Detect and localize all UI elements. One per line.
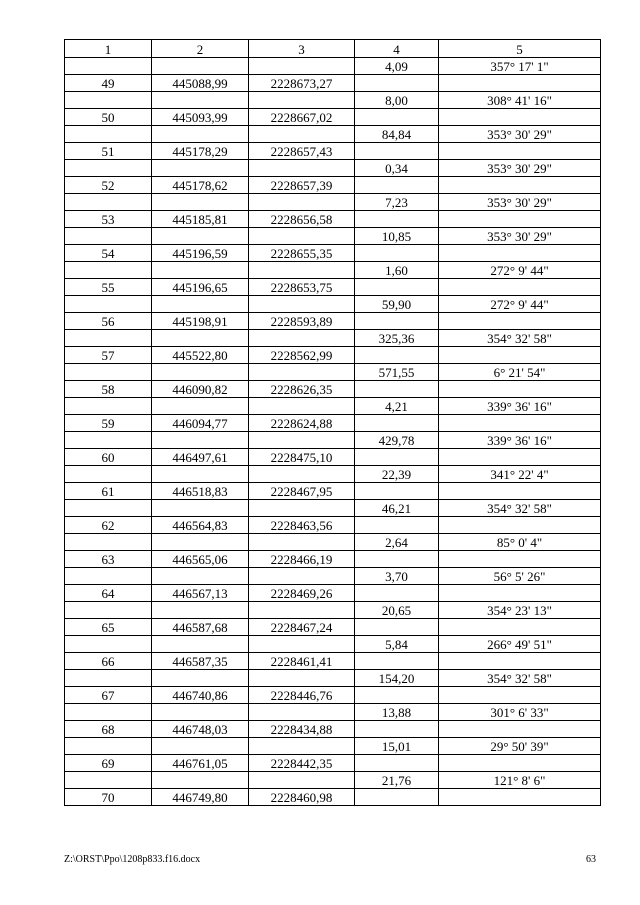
cell-distance: 0,34 (355, 160, 439, 177)
cell-bearing (439, 449, 601, 466)
cell-point (65, 262, 152, 279)
table-row (65, 296, 601, 313)
cell-bearing (439, 619, 601, 636)
cell-point (65, 330, 152, 347)
cell-distance (355, 211, 439, 228)
cell-y: 2228626,35 (249, 381, 355, 398)
table-row (65, 75, 601, 92)
table-row (65, 313, 601, 330)
cell-y (249, 568, 355, 585)
cell-x (152, 432, 249, 449)
cell-x: 445088,99 (152, 75, 249, 92)
cell-x: 445198,91 (152, 313, 249, 330)
cell-y (249, 330, 355, 347)
cell-bearing (439, 313, 601, 330)
cell-bearing (439, 381, 601, 398)
table-row (65, 432, 601, 449)
cell-y: 2228460,98 (249, 789, 355, 806)
table-row (65, 466, 601, 483)
cell-distance (355, 687, 439, 704)
cell-y (249, 160, 355, 177)
cell-bearing (439, 143, 601, 160)
table-row (65, 500, 601, 517)
table-row (65, 398, 601, 415)
cell-distance (355, 381, 439, 398)
cell-point: 50 (65, 109, 152, 126)
cell-x (152, 738, 249, 755)
cell-distance (355, 653, 439, 670)
cell-distance: 571,55 (355, 364, 439, 381)
cell-x (152, 330, 249, 347)
cell-distance (355, 585, 439, 602)
cell-point (65, 160, 152, 177)
coordinates-table (64, 39, 601, 806)
cell-point: 70 (65, 789, 152, 806)
table-row (65, 721, 601, 738)
table-row (65, 143, 601, 160)
cell-distance (355, 313, 439, 330)
cell-point (65, 432, 152, 449)
cell-y (249, 228, 355, 245)
cell-y: 2228653,75 (249, 279, 355, 296)
table-body (65, 58, 601, 806)
cell-bearing (439, 721, 601, 738)
cell-bearing (439, 653, 601, 670)
cell-point (65, 568, 152, 585)
header-row (65, 40, 601, 58)
cell-distance (355, 721, 439, 738)
cell-point (65, 364, 152, 381)
cell-x (152, 58, 249, 75)
cell-distance: 21,76 (355, 772, 439, 789)
table-row (65, 262, 601, 279)
cell-point: 58 (65, 381, 152, 398)
cell-bearing: 354° 32' 58" (439, 500, 601, 517)
table-row (65, 517, 601, 534)
cell-y (249, 534, 355, 551)
cell-distance: 20,65 (355, 602, 439, 619)
cell-distance (355, 789, 439, 806)
cell-y: 2228657,43 (249, 143, 355, 160)
table-row (65, 126, 601, 143)
table-row (65, 109, 601, 126)
cell-point (65, 58, 152, 75)
table-row (65, 687, 601, 704)
table-row (65, 653, 601, 670)
cell-point (65, 398, 152, 415)
cell-x: 446761,05 (152, 755, 249, 772)
cell-x: 445178,29 (152, 143, 249, 160)
cell-point: 64 (65, 585, 152, 602)
table-row (65, 415, 601, 432)
cell-point: 55 (65, 279, 152, 296)
cell-point: 62 (65, 517, 152, 534)
cell-bearing: 357° 17' 1" (439, 58, 601, 75)
cell-y (249, 398, 355, 415)
cell-distance: 4,09 (355, 58, 439, 75)
table-row (65, 228, 601, 245)
cell-y: 2228624,88 (249, 415, 355, 432)
cell-x: 446564,83 (152, 517, 249, 534)
cell-y (249, 670, 355, 687)
cell-distance (355, 279, 439, 296)
cell-y: 2228593,89 (249, 313, 355, 330)
cell-y (249, 92, 355, 109)
cell-x: 446567,13 (152, 585, 249, 602)
cell-bearing (439, 347, 601, 364)
cell-point (65, 500, 152, 517)
cell-point (65, 772, 152, 789)
cell-bearing: 266° 49' 51" (439, 636, 601, 653)
cell-distance (355, 177, 439, 194)
table-row (65, 177, 601, 194)
table-row (65, 211, 601, 228)
cell-x (152, 670, 249, 687)
cell-point: 54 (65, 245, 152, 262)
cell-bearing: 353° 30' 29" (439, 194, 601, 211)
cell-distance (355, 449, 439, 466)
cell-x: 446518,83 (152, 483, 249, 500)
cell-distance: 4,21 (355, 398, 439, 415)
cell-distance: 5,84 (355, 636, 439, 653)
cell-distance: 15,01 (355, 738, 439, 755)
cell-y: 2228475,10 (249, 449, 355, 466)
cell-y (249, 466, 355, 483)
cell-point: 59 (65, 415, 152, 432)
cell-y (249, 194, 355, 211)
cell-point (65, 738, 152, 755)
table-row (65, 789, 601, 806)
cell-bearing: 353° 30' 29" (439, 126, 601, 143)
cell-x: 445178,62 (152, 177, 249, 194)
cell-bearing: 354° 23' 13" (439, 602, 601, 619)
cell-x: 445196,59 (152, 245, 249, 262)
cell-distance: 8,00 (355, 92, 439, 109)
cell-distance: 3,70 (355, 568, 439, 585)
cell-bearing (439, 789, 601, 806)
cell-x: 445522,80 (152, 347, 249, 364)
cell-y: 2228434,88 (249, 721, 355, 738)
cell-distance (355, 109, 439, 126)
table-row (65, 92, 601, 109)
table-row (65, 636, 601, 653)
cell-y: 2228656,58 (249, 211, 355, 228)
cell-y (249, 772, 355, 789)
cell-bearing: 85° 0' 4" (439, 534, 601, 551)
cell-bearing: 353° 30' 29" (439, 160, 601, 177)
cell-bearing: 272° 9' 44" (439, 296, 601, 313)
cell-point (65, 534, 152, 551)
table-row (65, 58, 601, 75)
cell-bearing (439, 755, 601, 772)
cell-point: 52 (65, 177, 152, 194)
cell-y: 2228657,39 (249, 177, 355, 194)
cell-x: 446587,68 (152, 619, 249, 636)
table-row (65, 364, 601, 381)
cell-y (249, 126, 355, 143)
table-row (65, 551, 601, 568)
cell-x: 446749,80 (152, 789, 249, 806)
footer-file-path: Z:\ORST\Ppo\1208p833.f16.docx (64, 854, 201, 865)
cell-x: 445196,65 (152, 279, 249, 296)
cell-distance (355, 619, 439, 636)
cell-distance: 154,20 (355, 670, 439, 687)
cell-x (152, 602, 249, 619)
cell-point: 61 (65, 483, 152, 500)
table-row (65, 568, 601, 585)
cell-point: 49 (65, 75, 152, 92)
cell-bearing: 339° 36' 16" (439, 398, 601, 415)
cell-bearing (439, 585, 601, 602)
cell-y (249, 58, 355, 75)
table-row (65, 347, 601, 364)
cell-distance (355, 75, 439, 92)
cell-point (65, 126, 152, 143)
cell-x (152, 228, 249, 245)
cell-point (65, 92, 152, 109)
cell-point: 69 (65, 755, 152, 772)
cell-bearing (439, 109, 601, 126)
cell-x: 446090,82 (152, 381, 249, 398)
cell-x: 446565,06 (152, 551, 249, 568)
cell-y: 2228467,24 (249, 619, 355, 636)
cell-y (249, 296, 355, 313)
cell-point (65, 670, 152, 687)
cell-bearing (439, 483, 601, 500)
cell-y: 2228562,99 (249, 347, 355, 364)
cell-bearing (439, 551, 601, 568)
cell-x (152, 92, 249, 109)
cell-x: 445093,99 (152, 109, 249, 126)
cell-bearing (439, 279, 601, 296)
cell-distance (355, 517, 439, 534)
cell-y: 2228673,27 (249, 75, 355, 92)
cell-bearing (439, 415, 601, 432)
cell-point (65, 194, 152, 211)
cell-y (249, 704, 355, 721)
cell-bearing (439, 177, 601, 194)
header-cell-x: 2 (152, 40, 249, 58)
cell-y (249, 738, 355, 755)
cell-distance: 2,64 (355, 534, 439, 551)
cell-bearing: 301° 6' 33" (439, 704, 601, 721)
cell-point: 56 (65, 313, 152, 330)
cell-bearing: 353° 30' 29" (439, 228, 601, 245)
cell-y: 2228466,19 (249, 551, 355, 568)
cell-x (152, 568, 249, 585)
cell-bearing: 354° 32' 58" (439, 330, 601, 347)
cell-y: 2228467,95 (249, 483, 355, 500)
cell-y (249, 364, 355, 381)
cell-x (152, 500, 249, 517)
cell-distance: 13,88 (355, 704, 439, 721)
cell-y (249, 500, 355, 517)
cell-y (249, 262, 355, 279)
table-row (65, 585, 601, 602)
table-row (65, 619, 601, 636)
cell-y: 2228469,26 (249, 585, 355, 602)
cell-distance (355, 347, 439, 364)
cell-point: 65 (65, 619, 152, 636)
cell-x (152, 194, 249, 211)
cell-distance (355, 415, 439, 432)
cell-point (65, 636, 152, 653)
cell-y (249, 602, 355, 619)
table-row (65, 602, 601, 619)
header-cell-point: 1 (65, 40, 152, 58)
table-header (65, 40, 601, 58)
cell-point: 57 (65, 347, 152, 364)
cell-x: 445185,81 (152, 211, 249, 228)
cell-x: 446497,61 (152, 449, 249, 466)
cell-distance: 429,78 (355, 432, 439, 449)
table-row (65, 534, 601, 551)
table-row (65, 738, 601, 755)
cell-distance: 7,23 (355, 194, 439, 211)
cell-x: 446587,35 (152, 653, 249, 670)
cell-x (152, 466, 249, 483)
table-row (65, 704, 601, 721)
cell-y: 2228667,02 (249, 109, 355, 126)
cell-x (152, 296, 249, 313)
cell-bearing: 339° 36' 16" (439, 432, 601, 449)
cell-point (65, 602, 152, 619)
table-row (65, 755, 601, 772)
cell-bearing (439, 211, 601, 228)
cell-x (152, 398, 249, 415)
table-row (65, 449, 601, 466)
cell-point: 53 (65, 211, 152, 228)
cell-x (152, 262, 249, 279)
cell-y: 2228463,56 (249, 517, 355, 534)
table-row (65, 381, 601, 398)
cell-bearing: 6° 21' 54" (439, 364, 601, 381)
cell-y: 2228446,76 (249, 687, 355, 704)
table-row (65, 483, 601, 500)
cell-bearing: 272° 9' 44" (439, 262, 601, 279)
cell-point (65, 228, 152, 245)
cell-x: 446748,03 (152, 721, 249, 738)
cell-x (152, 636, 249, 653)
cell-bearing: 354° 32' 58" (439, 670, 601, 687)
cell-x (152, 772, 249, 789)
cell-x: 446094,77 (152, 415, 249, 432)
table-row (65, 772, 601, 789)
cell-distance (355, 143, 439, 160)
cell-distance (355, 483, 439, 500)
cell-point: 60 (65, 449, 152, 466)
header-cell-bearing: 5 (439, 40, 601, 58)
cell-distance: 59,90 (355, 296, 439, 313)
cell-distance: 325,36 (355, 330, 439, 347)
cell-point: 63 (65, 551, 152, 568)
cell-bearing (439, 245, 601, 262)
cell-bearing (439, 75, 601, 92)
cell-distance: 46,21 (355, 500, 439, 517)
cell-x (152, 364, 249, 381)
cell-distance: 10,85 (355, 228, 439, 245)
cell-point: 66 (65, 653, 152, 670)
cell-y (249, 432, 355, 449)
cell-point (65, 704, 152, 721)
table-row (65, 160, 601, 177)
cell-point: 67 (65, 687, 152, 704)
table-row (65, 670, 601, 687)
table-row (65, 330, 601, 347)
table-row (65, 194, 601, 211)
cell-distance: 22,39 (355, 466, 439, 483)
cell-point (65, 466, 152, 483)
cell-point: 68 (65, 721, 152, 738)
cell-y: 2228442,35 (249, 755, 355, 772)
cell-distance (355, 551, 439, 568)
cell-x (152, 160, 249, 177)
cell-distance (355, 755, 439, 772)
table-row (65, 245, 601, 262)
cell-bearing: 29° 50' 39" (439, 738, 601, 755)
table-row (65, 279, 601, 296)
cell-x (152, 704, 249, 721)
cell-distance: 1,60 (355, 262, 439, 279)
header-cell-distance: 4 (355, 40, 439, 58)
cell-bearing (439, 687, 601, 704)
cell-y (249, 636, 355, 653)
cell-y: 2228461,41 (249, 653, 355, 670)
cell-y: 2228655,35 (249, 245, 355, 262)
cell-distance: 84,84 (355, 126, 439, 143)
cell-distance (355, 245, 439, 262)
cell-bearing: 121° 8' 6" (439, 772, 601, 789)
cell-bearing: 341° 22' 4" (439, 466, 601, 483)
cell-bearing: 56° 5' 26" (439, 568, 601, 585)
footer-page-number: 63 (586, 854, 596, 865)
cell-x (152, 126, 249, 143)
cell-point: 51 (65, 143, 152, 160)
cell-x: 446740,86 (152, 687, 249, 704)
cell-bearing (439, 517, 601, 534)
cell-bearing: 308° 41' 16" (439, 92, 601, 109)
cell-point (65, 296, 152, 313)
cell-x (152, 534, 249, 551)
header-cell-y: 3 (249, 40, 355, 58)
